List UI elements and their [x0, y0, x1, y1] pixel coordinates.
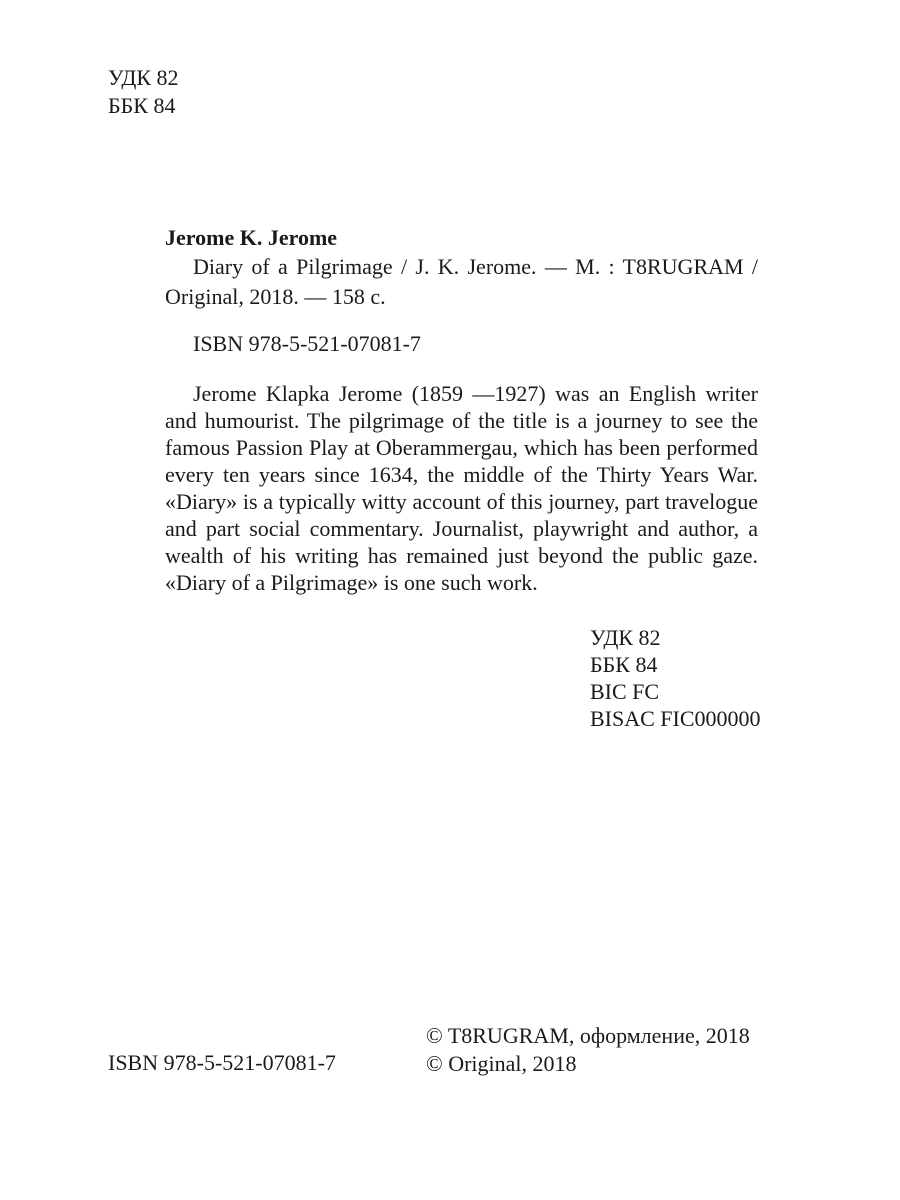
catalog-entry: [165, 224, 758, 312]
classification-code-udk: УДК 82: [590, 625, 661, 650]
classification-code-bic: BIC FC: [590, 679, 660, 704]
copyright-line-original: © Original, 2018: [426, 1051, 577, 1076]
annotation-paragraph: Jerome Klapka Jerome (1859 —1927) was an English writer and humourist. The pilgrimage of the title is a journey to see the famous Passion Play at Oberammergau, which has been performed every ten years since 1634, the middle of the Thirty Years War. «Diary» is a typically witty account of this journey, part travelogue and part social commentary. Journalist, playwright and author, a wealth of his writing has remained just beyond the public gaze. «Diary of a Pilgrimage» is one such work.: [165, 381, 758, 595]
footer-isbn: ISBN 978-5-521-07081-7: [108, 1050, 336, 1075]
udk-code: УДК 82: [108, 65, 179, 90]
title-statement: Diary of a Pilgrimage / J. K. Jerome. — M. : T8RUGRAM / Original, 2018. — 158 c.: [165, 254, 758, 309]
bbk-code: ББК 84: [108, 93, 176, 118]
copyright-block: [426, 1022, 750, 1078]
classification-code-bisac: BISAC FIC000000: [590, 706, 761, 731]
top-classification-codes: [108, 64, 179, 120]
author-heading: Jerome K. Jerome: [165, 225, 338, 250]
isbn-entry: ISBN 978-5-521-07081-7: [193, 331, 421, 356]
classification-codes: [590, 624, 761, 732]
classification-code-bbk: ББК 84: [590, 652, 658, 677]
copyright-line-publisher: © T8RUGRAM, оформление, 2018: [426, 1023, 750, 1048]
